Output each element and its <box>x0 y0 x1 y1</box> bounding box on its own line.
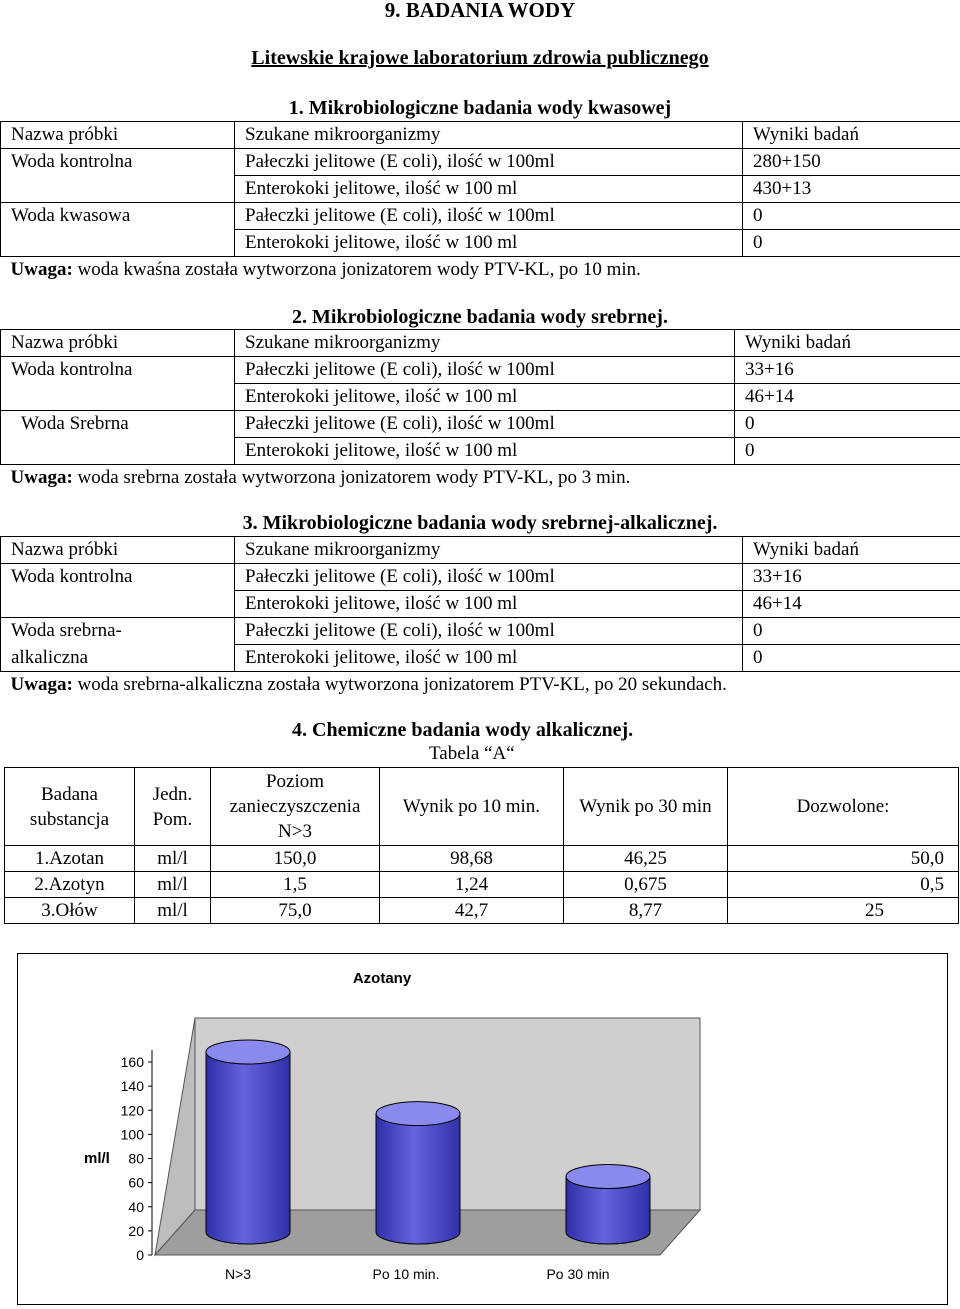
header-allowed: Dozwolone: <box>728 768 959 846</box>
result-cell: 0 <box>743 230 960 257</box>
organism-cell: Enterokoki jelitowe, ilość w 100 ml <box>235 438 735 465</box>
result-cell: 0 <box>735 438 960 465</box>
value-cell: 0,5 <box>728 872 959 898</box>
header-result: Wyniki badań <box>743 537 960 564</box>
result-cell: 430+13 <box>743 176 960 203</box>
organism-cell: Enterokoki jelitowe, ilość w 100 ml <box>235 384 735 411</box>
value-cell: 75,0 <box>211 898 380 924</box>
organism-cell: Pałeczki jelitowe (E coli), ilość w 100ml <box>235 564 743 591</box>
bar <box>566 1165 650 1245</box>
bar-top <box>206 1040 290 1064</box>
organism-cell: Enterokoki jelitowe, ilość w 100 ml <box>235 591 743 618</box>
header-contamination: Poziom zanieczyszczenia N>3 <box>211 768 380 846</box>
y-tick-label: 100 <box>120 1126 144 1143</box>
value-cell: 8,77 <box>564 898 728 924</box>
result-cell: 0 <box>743 203 960 230</box>
x-labels <box>225 1266 610 1282</box>
bar <box>206 1040 290 1244</box>
substance-cell: 2.Azotyn <box>5 872 135 898</box>
organism-cell: Pałeczki jelitowe (E coli), ilość w 100ml <box>235 411 735 438</box>
unit-cell: ml/l <box>135 846 211 872</box>
bar-body <box>376 1114 460 1244</box>
y-tick-label: 0 <box>136 1247 144 1263</box>
y-tick-label: 120 <box>120 1102 144 1119</box>
value-cell: 50,0 <box>728 846 959 872</box>
header-unit: Jedn. Pom. <box>135 768 211 846</box>
organism-cell: Enterokoki jelitowe, ilość w 100 ml <box>235 230 743 257</box>
header-result-10: Wynik po 10 min. <box>380 768 564 846</box>
section4-subtitle: Tabela “A“ <box>429 743 515 764</box>
y-axis-label: ml/l <box>84 1150 110 1167</box>
unit-cell: ml/l <box>135 872 211 898</box>
lab-name: Litewskie krajowe laboratorium zdrowia publicznego <box>251 47 709 69</box>
organism-cell: Enterokoki jelitowe, ilość w 100 ml <box>235 645 743 672</box>
header-organism: Szukane mikroorganizmy <box>235 122 743 149</box>
section1-title: 1. Mikrobiologiczne badania wody kwasowej <box>288 97 672 119</box>
sample-cell: Woda kontrolna <box>1 564 235 591</box>
sample-cell: alkaliczna <box>1 645 235 672</box>
note-text: woda srebrna-alkaliczna została wytworzona jonizatorem PTV-KL, po 20 sekundach. <box>72 674 727 695</box>
value-cell: 1,5 <box>211 872 380 898</box>
note-label: Uwaga: <box>10 674 73 695</box>
substance-cell: 3.Ołów <box>5 898 135 924</box>
result-cell: 33+16 <box>735 357 960 384</box>
header-sample: Nazwa próbki <box>1 537 235 564</box>
bar-top <box>566 1165 650 1189</box>
sample-cell: Woda kontrolna <box>1 149 235 176</box>
sample-cell: Woda kontrolna <box>1 357 235 384</box>
organism-cell: Pałeczki jelitowe (E coli), ilość w 100ml <box>235 357 735 384</box>
result-cell: 33+16 <box>743 564 960 591</box>
section3-title: 3. Mikrobiologiczne badania wody srebrnej-alkalicznej. <box>242 512 718 534</box>
sample-cell: Woda kwasowa <box>1 203 235 230</box>
sample-cell: Woda srebrna- <box>1 618 235 645</box>
note-text: woda srebrna została wytworzona jonizatorem wody PTV-KL, po 3 min. <box>72 467 631 488</box>
value-cell: 46,25 <box>564 846 728 872</box>
bar-body <box>206 1052 290 1244</box>
y-ticks <box>121 1054 152 1263</box>
note-label: Uwaga: <box>10 467 73 488</box>
header-organism: Szukane mikroorganizmy <box>235 537 743 564</box>
bar-top <box>376 1102 460 1126</box>
header-result: Wyniki badań <box>743 122 960 149</box>
page-heading: 9. BADANIA WODY <box>384 0 576 22</box>
organism-cell: Enterokoki jelitowe, ilość w 100 ml <box>235 176 743 203</box>
result-cell: 46+14 <box>735 384 960 411</box>
value-cell: 1,24 <box>380 872 564 898</box>
section4-title: 4. Chemiczne badania wody alkalicznej. <box>292 719 634 741</box>
organism-cell: Pałeczki jelitowe (E coli), ilość w 100ml <box>235 149 743 176</box>
y-tick-label: 140 <box>120 1078 144 1095</box>
section2-title: 2. Mikrobiologiczne badania wody srebrnej. <box>292 306 668 328</box>
value-cell: 25 <box>728 898 959 924</box>
value-cell: 0,675 <box>564 872 728 898</box>
result-cell: 280+150 <box>743 149 960 176</box>
note-label: Uwaga: <box>10 259 73 280</box>
result-cell: 46+14 <box>743 591 960 618</box>
header-substance: Badana substancja <box>5 768 135 846</box>
header-sample: Nazwa próbki <box>1 122 235 149</box>
unit-cell: ml/l <box>135 898 211 924</box>
sample-cell: Woda Srebrna <box>1 411 235 438</box>
value-cell: 42,7 <box>380 898 564 924</box>
y-tick-label: 160 <box>120 1054 144 1070</box>
y-tick-label: 60 <box>128 1174 144 1191</box>
x-tick-label: Po 10 min. <box>372 1266 440 1282</box>
header-result-30: Wynik po 30 min <box>564 768 728 846</box>
y-tick-label: 80 <box>128 1150 144 1167</box>
value-cell: 98,68 <box>380 846 564 872</box>
result-cell: 0 <box>743 618 960 645</box>
result-cell: 0 <box>735 411 960 438</box>
organism-cell: Pałeczki jelitowe (E coli), ilość w 100ml <box>235 203 743 230</box>
y-tick-label: 40 <box>128 1198 144 1215</box>
header-sample: Nazwa próbki <box>1 330 235 357</box>
chart-title: Azotany <box>352 970 412 987</box>
substance-cell: 1.Azotan <box>5 846 135 872</box>
header-organism: Szukane mikroorganizmy <box>235 330 735 357</box>
note-text: woda kwaśna została wytworzona jonizatorem wody PTV-KL, po 10 min. <box>72 259 641 280</box>
organism-cell: Pałeczki jelitowe (E coli), ilość w 100ml <box>235 618 743 645</box>
value-cell: 150,0 <box>211 846 380 872</box>
result-cell: 0 <box>743 645 960 672</box>
x-tick-label: N>3 <box>224 1266 252 1282</box>
x-tick-label: Po 30 min <box>546 1266 610 1282</box>
y-tick-label: 20 <box>128 1222 144 1239</box>
bar <box>376 1102 460 1244</box>
header-result: Wyniki badań <box>735 330 960 357</box>
